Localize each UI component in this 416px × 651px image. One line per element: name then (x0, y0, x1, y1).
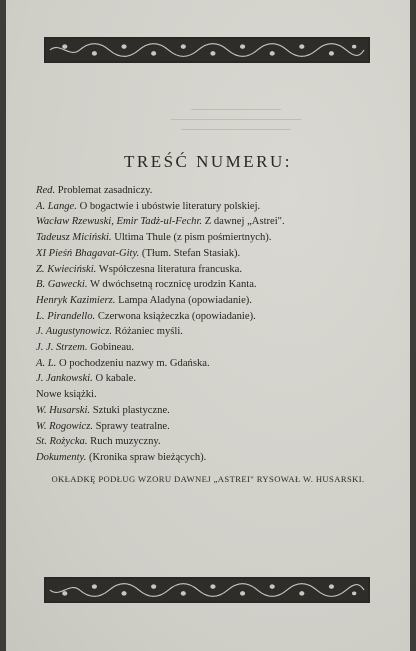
toc-entry-author: Dokumenty. (36, 451, 87, 463)
toc-entry-author: A. Lange. (36, 200, 77, 212)
floral-ornament-icon (46, 39, 368, 61)
bottom-ornament-border (44, 577, 370, 603)
toc-entry-title: Sztuki plastyczne. (92, 404, 170, 416)
toc-entry (36, 387, 386, 403)
toc-entry-title: Sprawy teatralne. (95, 420, 170, 432)
toc-entry (36, 214, 386, 230)
toc-entry (36, 450, 386, 466)
toc-entry (36, 183, 386, 199)
toc-entry (36, 340, 386, 356)
toc-entry-author: St. Rożycka. (36, 436, 88, 448)
toc-entry-author: Red. (36, 185, 56, 196)
faint-show-through (166, 100, 306, 140)
toc-entry (36, 230, 386, 246)
toc-entry-title: Ruch muzyczny. (90, 436, 161, 448)
toc-entry-title: Nowe książki. (36, 389, 97, 401)
toc-entry (36, 246, 386, 262)
toc-entry (36, 262, 386, 278)
toc-entry-title: Gobineau. (90, 342, 134, 354)
toc-entry (36, 403, 386, 419)
toc-entry (36, 419, 386, 435)
toc-entry-author: J. Augustynowicz. (36, 326, 113, 338)
floral-ornament-icon (46, 579, 368, 601)
toc-entry-title: Różaniec myśli. (114, 326, 183, 338)
toc-entry (36, 293, 386, 309)
toc-entry-title: O pochodzeniu nazwy m. Gdańska. (58, 357, 210, 369)
toc-entry-title: Czerwona książeczka (opowiadanie). (97, 310, 256, 322)
toc-entry (36, 277, 386, 293)
toc-entry-author: J. Jankowski. (36, 373, 93, 385)
toc-entry-title: Ultima Thule (z pism pośmiertnych). (114, 232, 272, 244)
toc-entry-author: W. Rogowicz. (36, 420, 93, 432)
toc-entry-author: W. Husarski. (36, 404, 91, 416)
toc-entry-author: Z. Kwieciński. (36, 263, 97, 275)
toc-entry-title: Lampa Aladyna (opowiadanie). (118, 294, 252, 306)
page (6, 0, 410, 651)
toc-entry (36, 356, 386, 372)
page-title: TREŚĆ NUMERU: (123, 152, 293, 171)
toc-entry-author: Wacław Rzewuski, Emir Tadż-ul-Fechr. (36, 216, 203, 228)
toc-entry-author: Tadeusz Miciński. (36, 232, 112, 244)
toc-entry-title: Współczesna literatura francuska. (98, 263, 243, 275)
toc-entry-author: J. J. Strzem. (36, 342, 88, 354)
table-of-contents (36, 183, 386, 466)
toc-entry-title: O bogactwie i ubóstwie literatury polskiej. (79, 200, 261, 212)
toc-entry-author: Henryk Kazimierz. (36, 294, 116, 306)
toc-entry-title: O kabale. (95, 373, 137, 385)
toc-entry-title: Z dawnej „Astrei". (204, 216, 285, 228)
toc-entry (36, 371, 386, 387)
toc-entry-author: B. Gawecki. (36, 279, 88, 291)
toc-entry (36, 434, 386, 450)
toc-entry (36, 324, 386, 340)
cover-credit: OKŁADKĘ PODŁUG WZORU DAWNEJ „ASTREI" RYSOWAŁ W. HUSARSKI. (51, 474, 365, 484)
toc-entry-author: A. L. (36, 357, 57, 369)
toc-entry-author: L. Pirandello. (36, 310, 96, 322)
toc-entry-title: Problemat zasadniczy. (57, 185, 153, 196)
toc-entry-title: W dwóchsetną rocznicę urodzin Kanta. (89, 279, 257, 291)
toc-entry (36, 199, 386, 215)
toc-entry-title: (Kronika spraw bieżących). (88, 451, 207, 463)
toc-entry-author: XI Pieśń Bhagavat-Gity. (36, 247, 140, 259)
toc-entry-title: (Tłum. Stefan Stasiak). (141, 247, 241, 259)
toc-entry (36, 309, 386, 325)
top-ornament-border (44, 37, 370, 63)
